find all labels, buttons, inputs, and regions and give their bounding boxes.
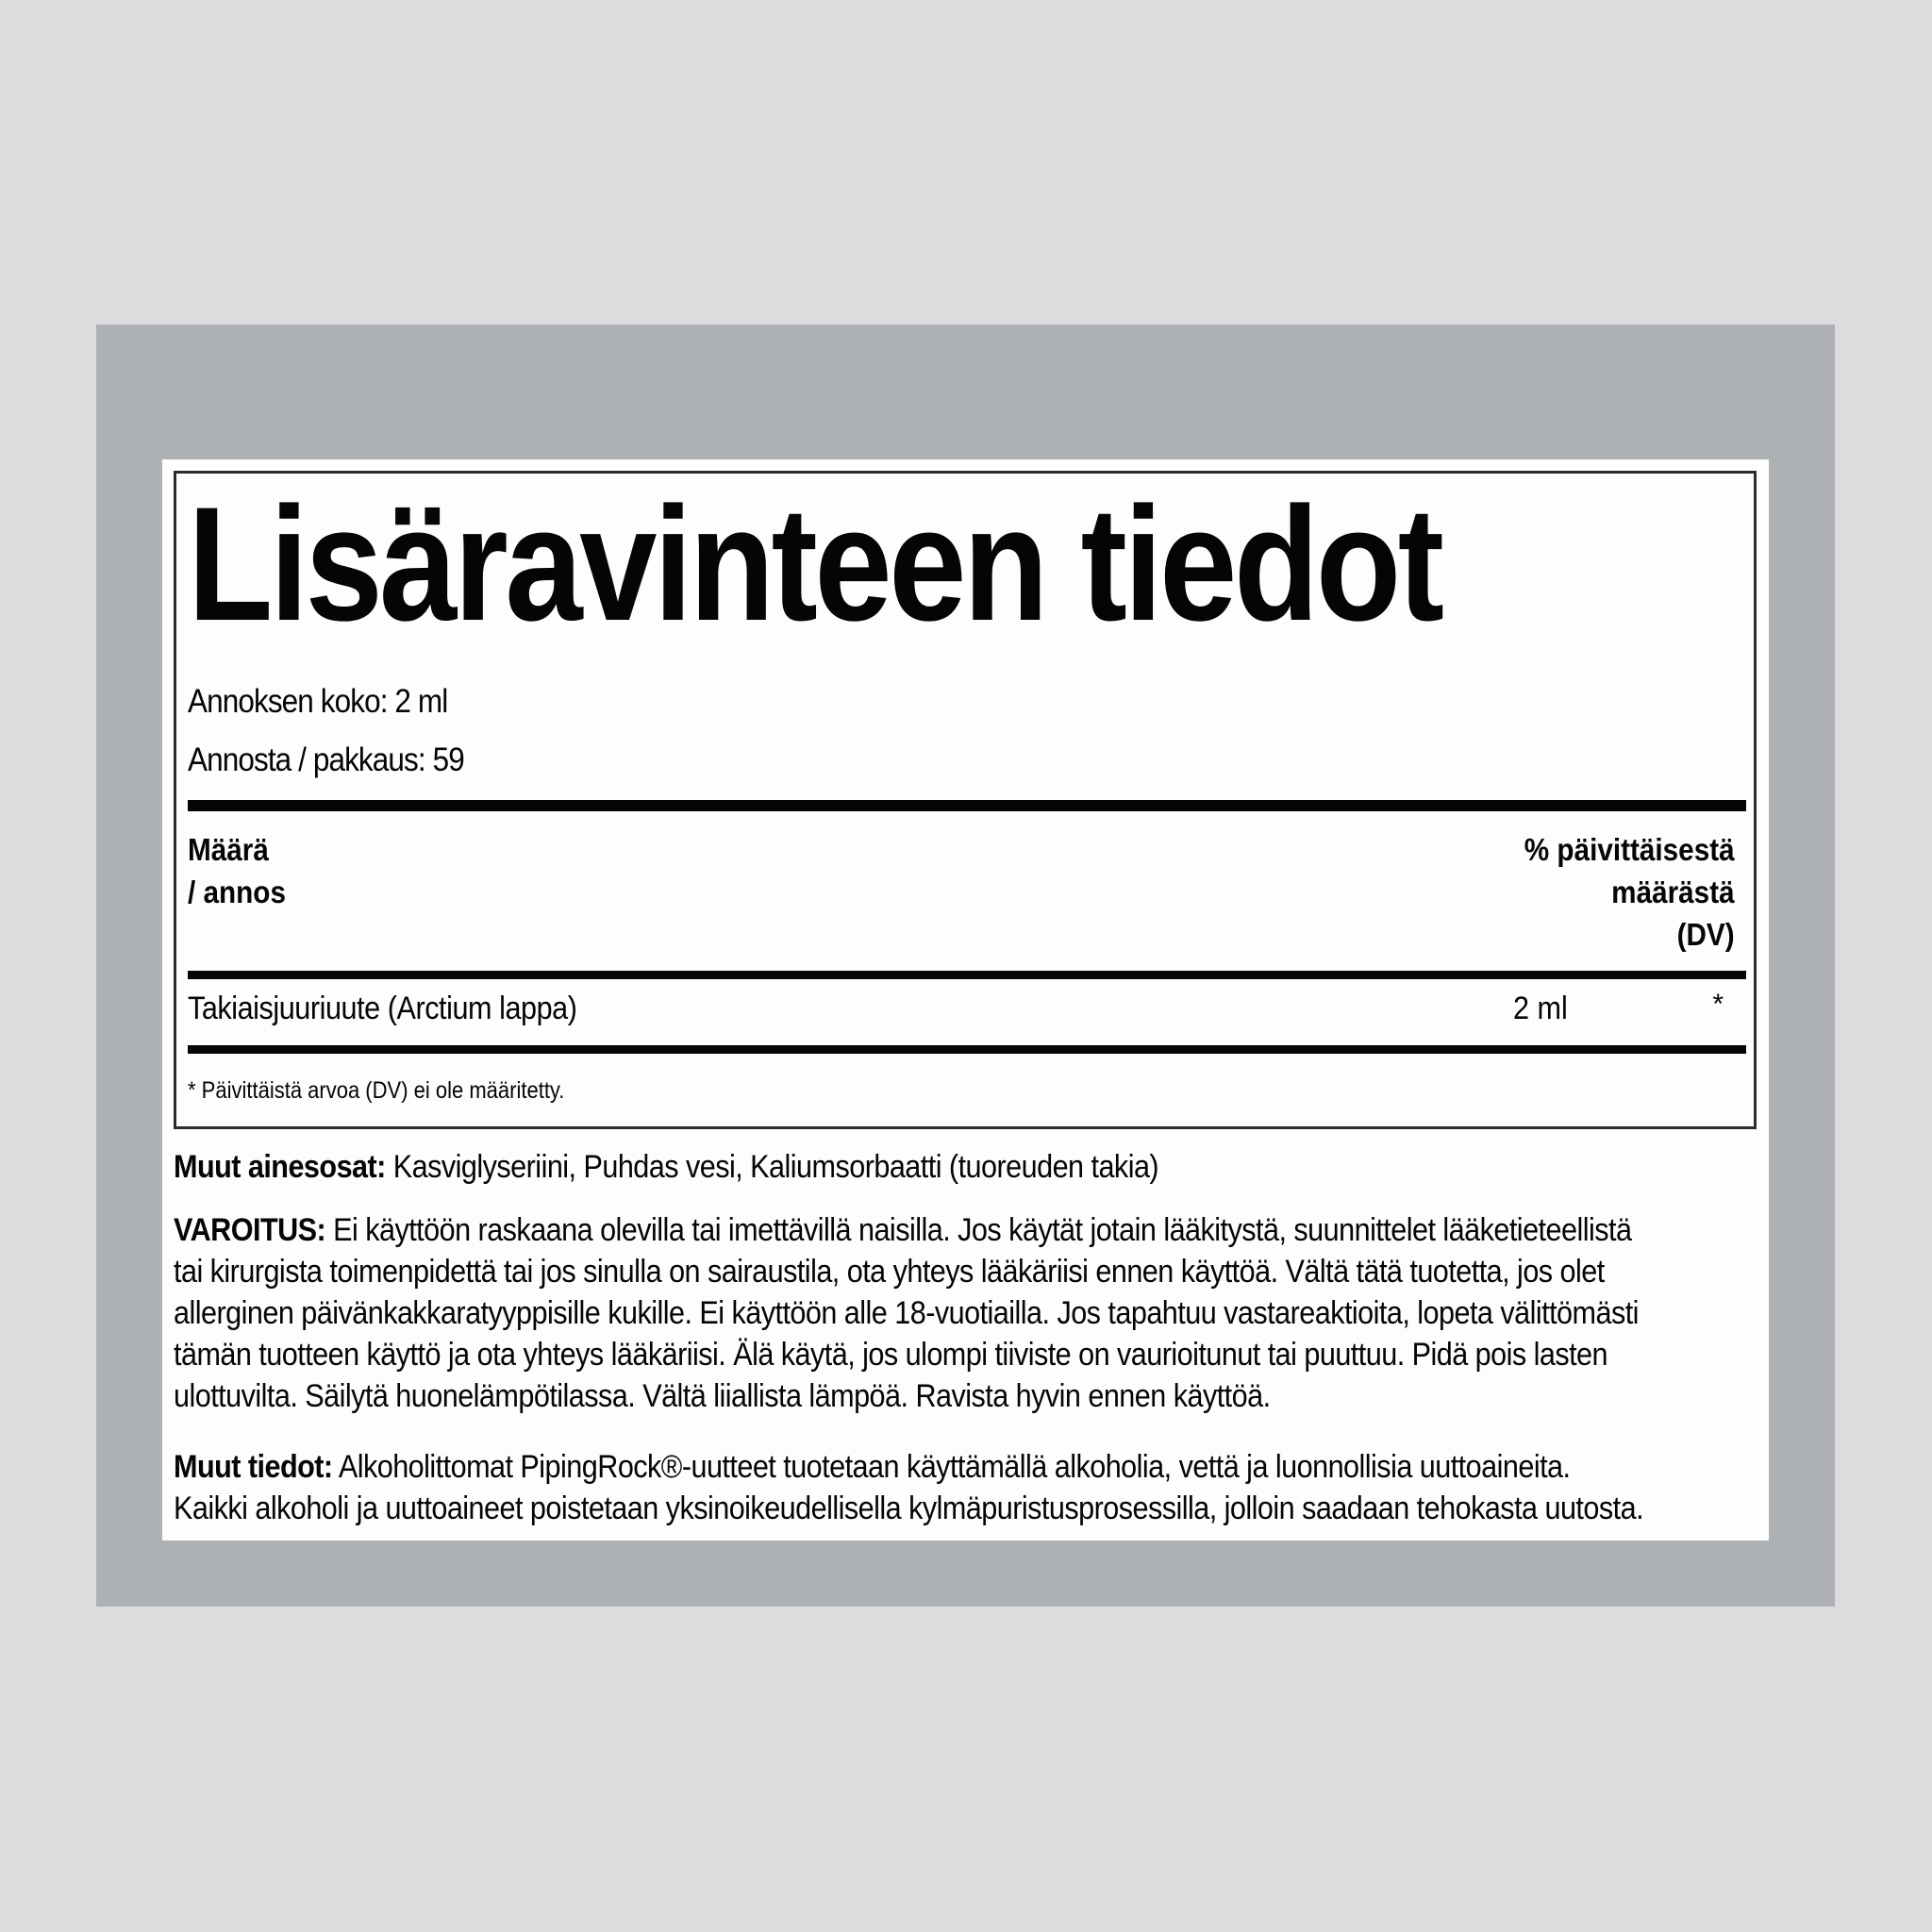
dv-footnote: * Päivittäistä arvoa (DV) ei ole määritetty. (188, 1077, 565, 1104)
amount-header-line1: Määrä (188, 832, 269, 867)
ingredient-amount: 2 ml (1513, 991, 1568, 1026)
other-ingredients (174, 1146, 1753, 1188)
warning-line: ulottuvilta. Säilytä huonelämpötilassa. Vältä liiallista lämpöä. Ravista hyvin ennen käyttöä. (174, 1378, 1271, 1414)
other-info-label: Muut tiedot: (174, 1449, 333, 1485)
warning-line: allerginen päivänkakkaratyyppisille kukille. Ei käyttöön alle 18-vuotiailla. Jos tapahtuu vastareaktioita, lopeta välittömästi (174, 1295, 1639, 1331)
other-info-line: Kaikki alkoholi ja uuttoaineet poistetaan yksinoikeudellisella kylmäpuristusprosessilla, jolloin saadaan tehokasta uutosta. (174, 1491, 1644, 1526)
warning-section (174, 1209, 1753, 1417)
ingredient-name: Takiaisjuuriuute (Arctium lappa) (188, 991, 577, 1026)
supplement-facts-title: Lisäravinteen tiedot (188, 474, 1441, 655)
divider-thick (188, 800, 1746, 811)
other-ingredients-label: Muut ainesosat: (174, 1149, 386, 1185)
warning-line: tai kirurgista toimenpidettä tai jos sinulla on sairaustila, ota yhteys lääkäriisi ennen käyttöä. Vältä tätä tuotetta, jos olet (174, 1254, 1605, 1290)
ingredient-dv: * (1712, 989, 1724, 1020)
dv-header-line1: % päivittäisestä (1524, 832, 1735, 867)
servings-per-container: Annosta / pakkaus: 59 (188, 741, 464, 778)
divider-thick (188, 971, 1746, 979)
other-info-line: Alkoholittomat PipingRock®-uutteet tuotetaan käyttämällä alkoholia, vettä ja luonnollisia uuttoaineita. (332, 1449, 1571, 1485)
supplement-facts-box (174, 471, 1757, 1129)
dv-header-line3: (DV) (1676, 917, 1735, 952)
table-row (188, 991, 1746, 1038)
warning-label: VAROITUS: (174, 1212, 326, 1248)
daily-value-header (1524, 828, 1735, 956)
other-info-section (174, 1446, 1753, 1529)
label-card (162, 459, 1769, 1541)
divider-thick (188, 1045, 1746, 1054)
other-ingredients-text: Kasviglyseriini, Puhdas vesi, Kaliumsorbaatti (tuoreuden takia) (385, 1149, 1159, 1185)
amount-header-line2: / annos (188, 874, 286, 909)
warning-line: Ei käyttöön raskaana olevilla tai imettävillä naisilla. Jos käytät jotain lääkitystä, suunnittelet lääketieteellistä (325, 1212, 1632, 1248)
amount-per-serving-header (188, 828, 286, 913)
dv-header-line2: määrästä (1611, 874, 1735, 909)
serving-size: Annoksen koko: 2 ml (188, 683, 448, 720)
warning-line: tämän tuotteen käyttö ja ota yhteys lääkäriisi. Älä käytä, jos ulompi tiiviste on vaurioitunut tai puuttuu. Pidä pois lasten (174, 1337, 1608, 1373)
